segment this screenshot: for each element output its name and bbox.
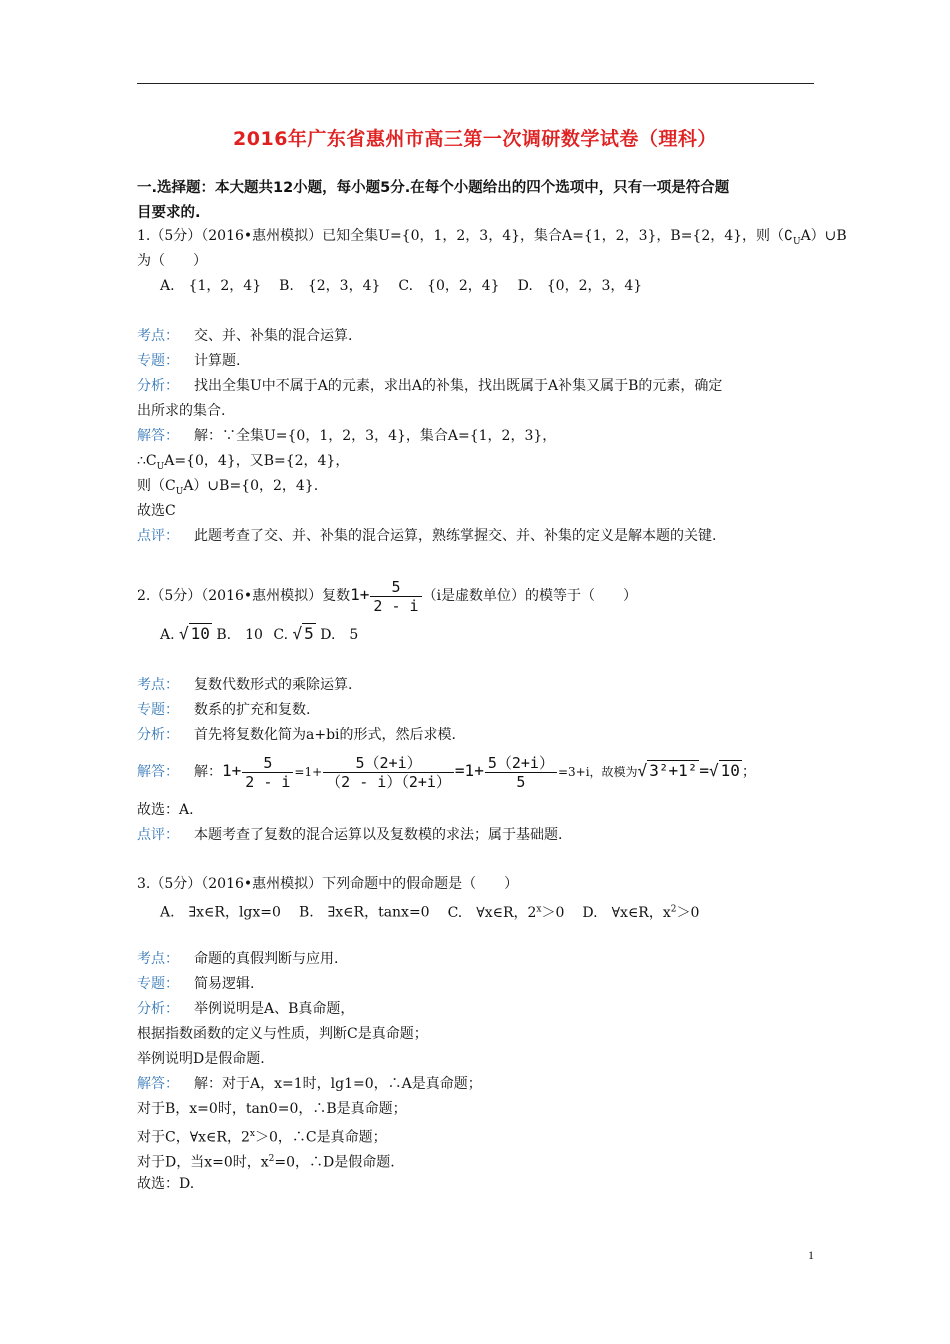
q3-jieda3b: ＞0，∴C是真命题； — [254, 1129, 387, 1146]
q1-options — [160, 276, 642, 296]
q1-option-d: D. {0，2，3，4} — [517, 278, 643, 294]
q2-option-c-sqrt: √ 5 — [292, 624, 314, 643]
page-title: 2016年广东省惠州市高三第一次调研数学试卷（理科） — [233, 128, 717, 150]
label-zhuanti: 专题： — [137, 353, 179, 369]
q1-zhuanti — [137, 351, 240, 371]
q1-jieda-line2 — [137, 451, 349, 477]
label-kaodian: 考点： — [137, 951, 179, 967]
q3-jieda4b: =0，∴D是假命题. — [274, 1154, 395, 1171]
q2-eq3: =3+i，故模为 — [557, 765, 638, 779]
q2-frac3-num: 5（2+i） — [485, 754, 557, 773]
q1-jieda3b: A）∪B={0，2，4}. — [183, 478, 319, 494]
header-rule — [137, 83, 814, 84]
q1-fenxi-line2: 出所求的集合. — [137, 403, 226, 419]
q3-fenxi-line2: 根据指数函数的定义与性质，判断C是真命题； — [137, 1026, 428, 1042]
q3-jieda4a: 对于D，当x=0时，x — [137, 1154, 269, 1171]
q3-zhuanti — [137, 974, 254, 994]
q3-fenxi-line3: 举例说明D是假命题. — [137, 1051, 265, 1067]
label-jieda: 解答： — [137, 428, 179, 444]
q2-sqrt1-radicand: 3²+1² — [649, 761, 698, 780]
q3-option-c-a: C. ∀x∈R，2 — [447, 904, 537, 921]
q2-frac2-den: （2 - i）（2+i） — [326, 772, 451, 791]
q2-stem — [137, 576, 637, 615]
label-jieda: 解答： — [137, 1076, 179, 1092]
q1-option-c: C. {0，2，4} — [398, 278, 500, 294]
q2-eq1: =1+ — [294, 765, 323, 779]
q2-option-d: D. 5 — [320, 627, 359, 643]
q3-options — [160, 899, 699, 923]
q3-jieda-line4 — [137, 1149, 395, 1173]
q1-kaodian-text: 交、并、补集的混合运算. — [194, 328, 353, 344]
q1-jieda — [137, 426, 556, 446]
q2-option-b: B. 10 — [216, 627, 263, 643]
q2-option-a-sqrt: √ 10 — [179, 624, 210, 643]
q3-jieda-line3 — [137, 1124, 387, 1148]
q1-fenxi-text1: 找出全集U中不属于A的元素，求出A的补集，找出既属于A补集又属于B的元素，确定 — [194, 378, 723, 394]
q2-jieda-one: 1+ — [222, 761, 242, 780]
q3-option-d — [582, 905, 699, 921]
q3-jieda — [137, 1074, 482, 1094]
q2-jieda-sqrt1: √ 3²+1² — [637, 761, 698, 780]
q2-option-a-label: A. — [160, 627, 175, 643]
q3-option-c-b: ＞0 — [541, 904, 565, 921]
q3-fenxi-text1: 举例说明是A、B真命题， — [194, 1001, 355, 1017]
q3-fenxi — [137, 999, 354, 1019]
q2-dianping — [137, 825, 562, 845]
q1-jieda-text1: 解：∵全集U={0，1，2，3，4}，集合A={1，2，3}， — [194, 428, 557, 444]
q2-jieda-frac3 — [485, 754, 557, 791]
label-zhuanti: 专题： — [137, 976, 179, 992]
q3-kaodian — [137, 949, 338, 969]
section-heading — [137, 176, 817, 226]
q2-stem-num: 5 — [370, 578, 421, 597]
q1-kaodian — [137, 326, 352, 346]
label-kaodian: 考点： — [137, 328, 179, 344]
label-jieda: 解答： — [137, 764, 179, 780]
q2-options — [160, 622, 358, 647]
label-fenxi: 分析： — [137, 1001, 179, 1017]
q1-stem-sub: U — [792, 236, 801, 247]
label-dianping: 点评： — [137, 827, 179, 843]
q2-jieda-pre: 解： — [194, 764, 222, 780]
q2-frac1-den: 2 - i — [245, 772, 291, 791]
q3-zhuanti-text: 简易逻辑. — [194, 976, 255, 992]
q2-option-c-label: C. — [273, 627, 289, 643]
q3-jieda3a: 对于C，∀x∈R，2 — [137, 1129, 250, 1146]
label-zhuanti: 专题： — [137, 702, 179, 718]
section-heading-line1: 一.选择题：本大题共12小题，每小题5分.在每个小题给出的四个选项中，只有一项是符合题 — [137, 180, 730, 196]
q2-guxuan: 故选：A. — [137, 802, 194, 818]
q1-jieda2-sub: U — [156, 461, 165, 472]
q1-option-a: A. {1，2，4} — [160, 278, 262, 294]
q2-option-a-radicand: 10 — [190, 624, 210, 643]
q3-option-d-b: ＞0 — [676, 904, 700, 921]
q2-zhuanti-text: 数系的扩充和复数. — [194, 702, 311, 718]
q2-dianping-text: 本题考查了复数的混合运算以及复数模的求法；属于基础题. — [194, 827, 563, 843]
q2-kaodian-text: 复数代数形式的乘除运算. — [194, 677, 353, 693]
label-dianping: 点评： — [137, 528, 179, 544]
q1-dianping-text: 此题考查了交、并、补集的混合运算，熟练掌握交、并、补集的定义是解本题的关键. — [194, 528, 717, 544]
q3-jieda-line2: 对于B，x=0时，tan0=0，∴B是真命题； — [137, 1101, 407, 1117]
q2-stem-one: 1+ — [350, 585, 370, 604]
q2-eq2: =1+ — [454, 761, 484, 780]
q2-kaodian — [137, 675, 352, 695]
q1-jieda-line3 — [137, 476, 318, 502]
q1-option-b: B. {2，3，4} — [279, 278, 381, 294]
label-fenxi: 分析： — [137, 378, 179, 394]
q3-option-a: A. ∃x∈R，lgx=0 — [160, 904, 281, 921]
q3-jieda4-sup: 2 — [268, 1154, 275, 1164]
q2-frac1-num: 5 — [242, 754, 293, 773]
q2-semicolon: ； — [741, 764, 756, 780]
q3-option-d-a: D. ∀x∈R，x — [582, 904, 671, 921]
q3-option-d-sup: 2 — [670, 904, 677, 914]
q2-option-c-radicand: 5 — [304, 624, 314, 643]
q3-stem: 3.（5分）（2016•惠州模拟）下列命题中的假命题是（ ） — [137, 876, 519, 892]
q2-stem-end: （i是虚数单位）的模等于（ ） — [422, 588, 638, 604]
q3-jieda3-sup: x — [249, 1129, 255, 1139]
q3-option-c — [448, 905, 565, 921]
q2-fenxi — [137, 725, 456, 745]
q2-stem-text: 2.（5分）（2016•惠州模拟）复数 — [137, 588, 351, 604]
q1-stem-end: A）∪B — [800, 228, 847, 244]
section-heading-line2: 目要求的. — [137, 205, 201, 221]
q1-stem-text: 1.（5分）（2016•惠州模拟）已知全集U={0，1，2，3，4}，集合A={1，2，3}，B={2，4}，则（∁ — [137, 228, 793, 244]
q1-dianping — [137, 526, 716, 546]
q2-fenxi-text: 首先将复数化简为a+bi的形式，然后求模. — [194, 727, 456, 743]
label-kaodian: 考点： — [137, 677, 179, 693]
q2-zhuanti — [137, 700, 310, 720]
q1-fenxi — [137, 376, 722, 396]
page-number: 1 — [808, 1248, 814, 1262]
q2-jieda-sqrt2: √ 10 — [709, 761, 740, 780]
q1-zhuanti-text: 计算题. — [194, 353, 241, 369]
q2-stem-fraction — [370, 578, 421, 615]
label-fenxi: 分析： — [137, 727, 179, 743]
q1-jieda2a: ∴C — [137, 453, 157, 469]
q1-jieda-line4: 故选C — [137, 503, 176, 519]
q2-frac3-den: 5 — [516, 772, 526, 791]
q2-stem-den: 2 - i — [373, 596, 419, 615]
q3-option-b: B. ∃x∈R，tanx=0 — [298, 904, 430, 921]
q1-stem-line2: 为（ ） — [137, 253, 207, 269]
q2-sqrt2-radicand: 10 — [720, 761, 740, 780]
q1-jieda2b: A={0，4}，又B={2，4}， — [164, 453, 350, 469]
q1-jieda3-sub: U — [175, 486, 184, 497]
q2-eq4: = — [699, 761, 709, 780]
q3-jieda-text1: 解：对于A，x=1时，lg1=0，∴A是真命题； — [194, 1076, 482, 1092]
q2-jieda — [137, 750, 756, 793]
q1-stem-line1 — [137, 226, 847, 252]
q3-kaodian-text: 命题的真假判断与应用. — [194, 951, 339, 967]
q2-frac2-num: 5（2+i） — [323, 754, 454, 773]
q3-jieda-line5: 故选：D. — [137, 1176, 195, 1192]
q2-jieda-frac1 — [242, 754, 293, 791]
q1-jieda3a: 则（C — [137, 478, 176, 494]
q2-jieda-frac2 — [323, 754, 454, 791]
q3-option-c-sup: x — [536, 904, 542, 914]
